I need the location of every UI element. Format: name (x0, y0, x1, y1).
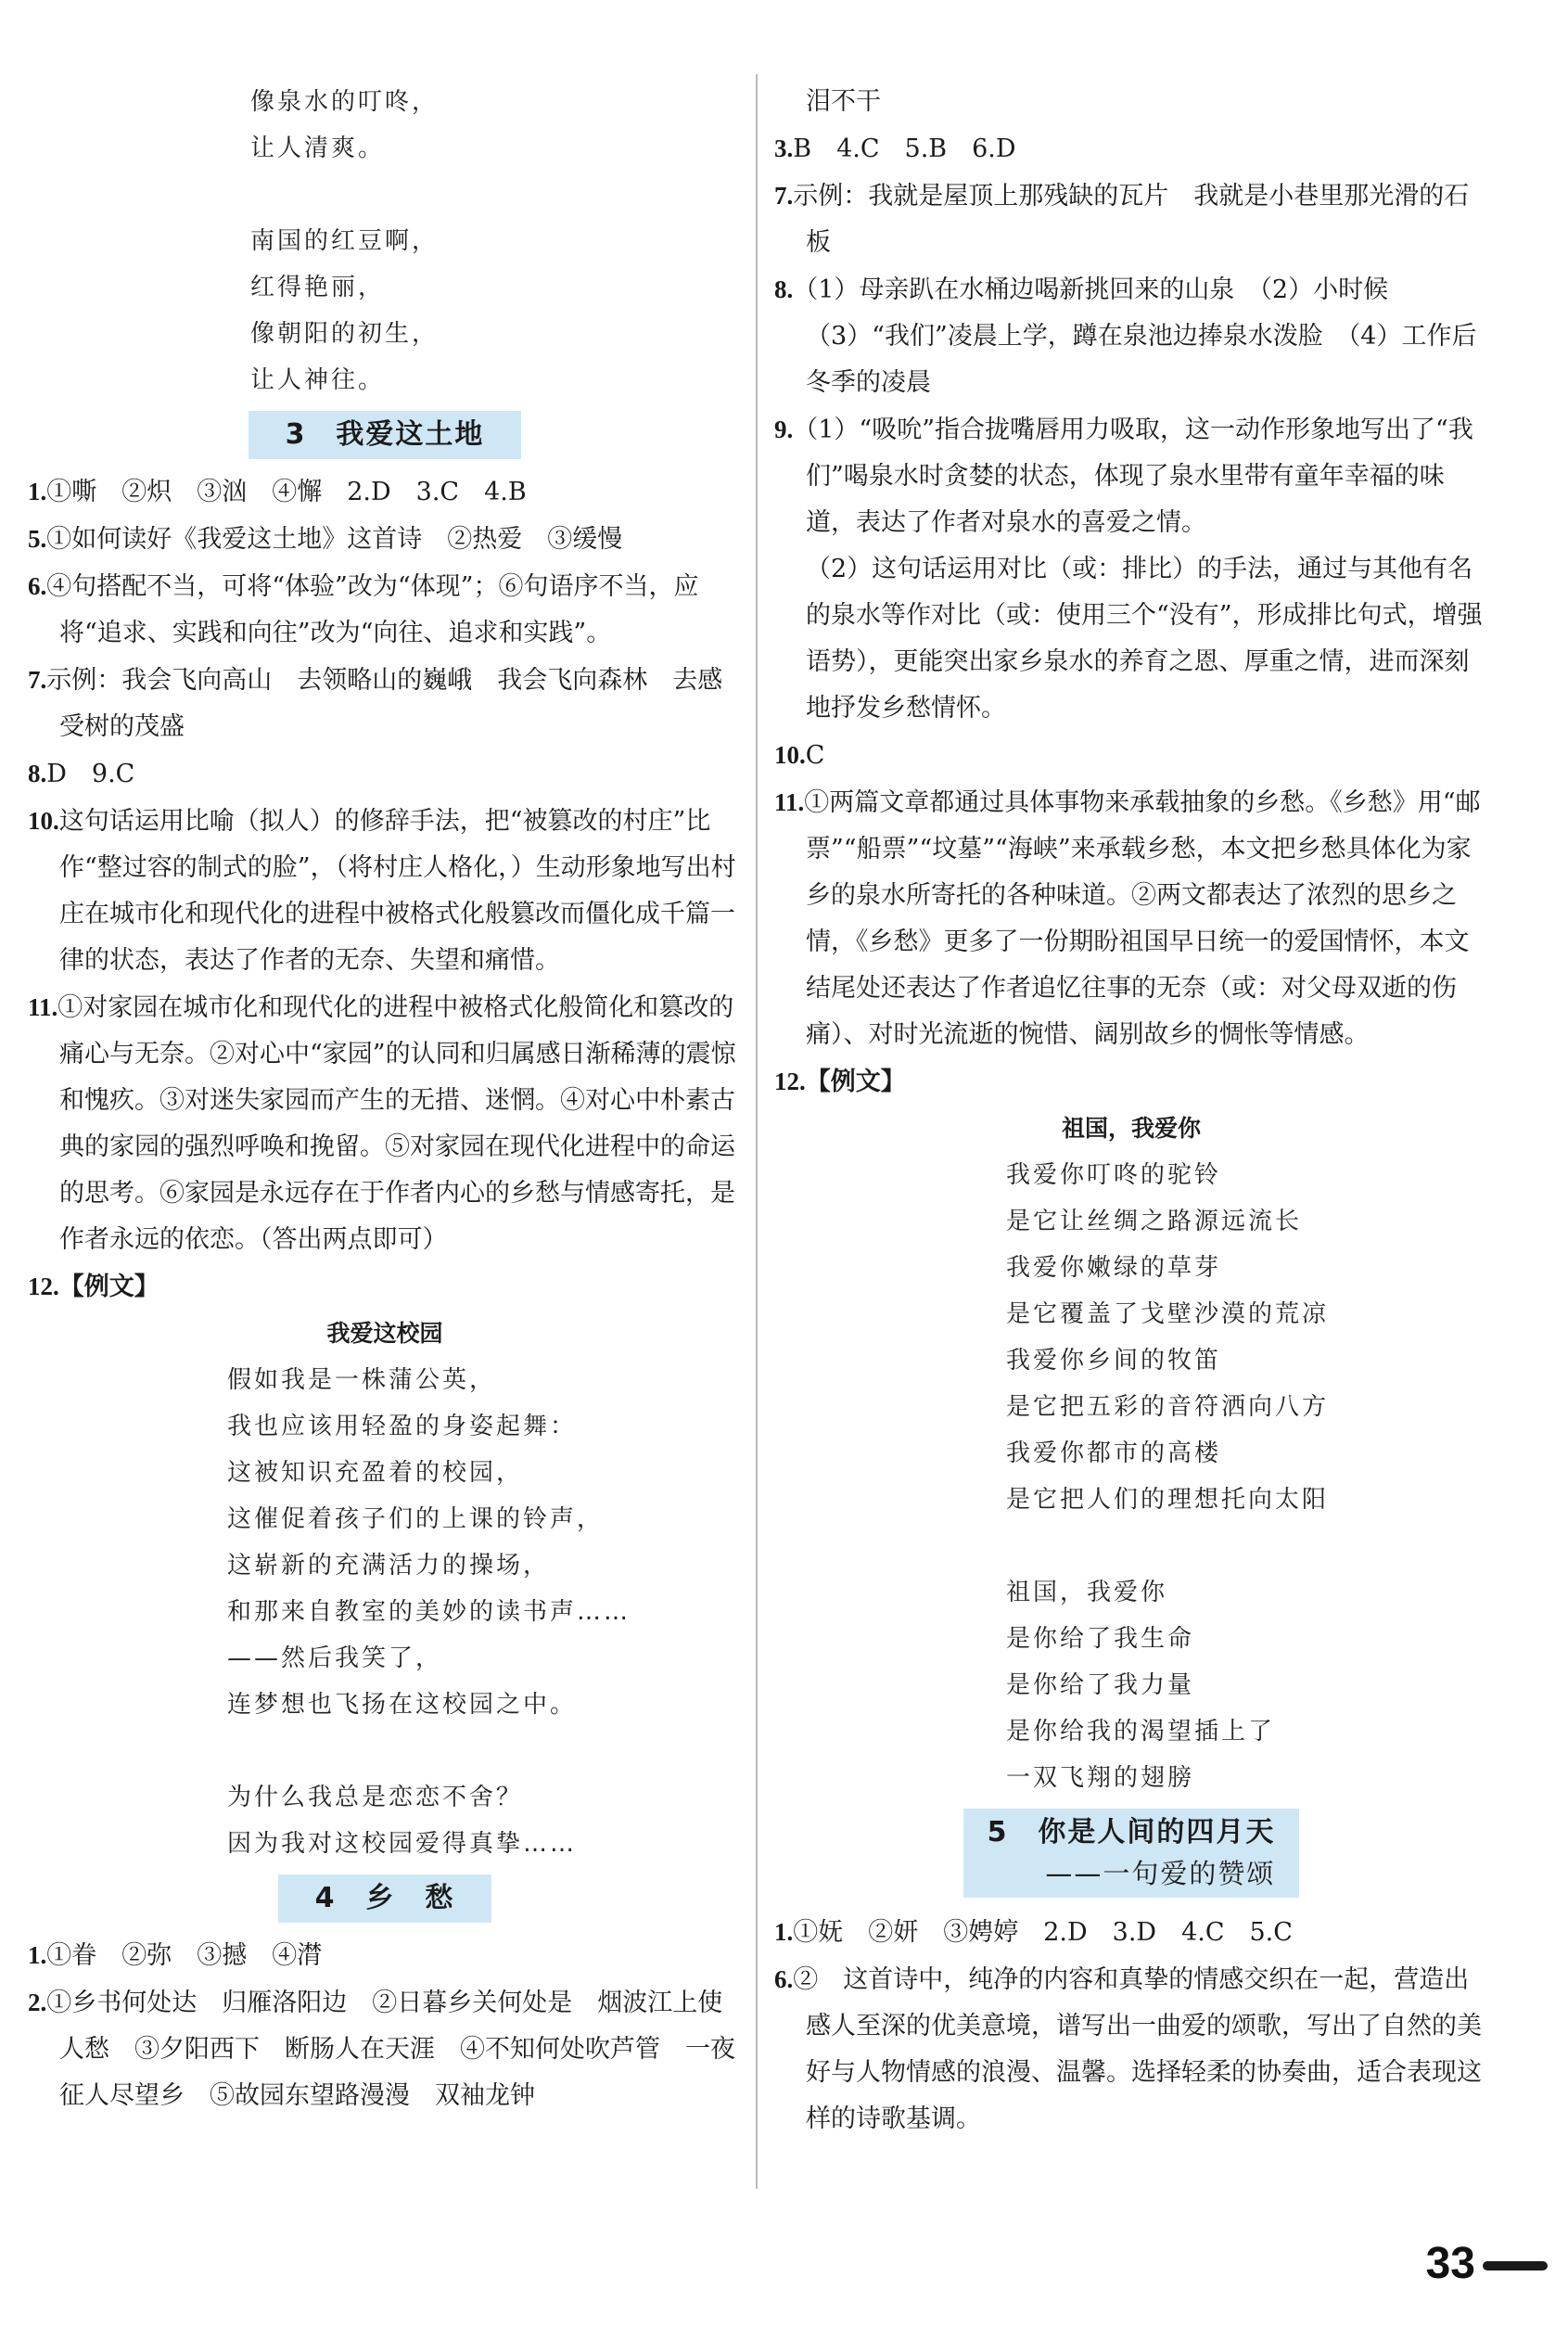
poem-line: 像朝阳的初生， (250, 320, 440, 348)
poem-line: 红得艳丽， (250, 274, 386, 301)
answer-text: （2）这句话运用对比（或：排比）的手法，通过与其他有名的泉水等作对比（或：使用三个“没有”，形成排比句式，增强语势），更能突出家乡泉水的养育之恩、厚重之情，进而深刻地抒发乡愁情怀。 (806, 555, 1483, 723)
answer-item (774, 1956, 1488, 2143)
page-number-bar (1483, 2261, 1548, 2270)
poem-line: 祖国，我爱你 (1006, 1579, 1168, 1606)
answer-text: ①妩 ②妍 ③娉婷 2.D 3.D 4.C 5.C (793, 1918, 1293, 1947)
answer-text: ④句搭配不当，可将“体验”改为“体现”；⑥句语序不当，应将“追求、实践和向往”改为“向往、追求和实践”。 (46, 572, 699, 647)
poem-line: 我爱你乡间的牧笛 (1006, 1347, 1222, 1375)
answer-text: 这句话运用比喻（拟人）的修辞手法，把“被篡改的村庄”比作“整过容的制式的脸”，（将村庄人格化，）生动形象地写出村庄在城市化和现代化的进程中被格式化般篡改而僵化成千篇一律的状态，表达了作者的无奈、失望和痛惜。 (58, 807, 736, 975)
answer-number: 8. (28, 760, 47, 787)
poem-line (250, 172, 742, 218)
answer-number: 1. (28, 1941, 47, 1969)
lesson-subtitle: ——一句爱的赞颂 (1045, 1858, 1276, 1889)
top-poem (250, 79, 742, 403)
poem-line: 这催促着孩子们的上课的铃声， (227, 1505, 605, 1533)
poem-line: 连梦想也飞扬在这校园之中。 (227, 1691, 578, 1719)
poem-line: 我爱你都市的高楼 (1006, 1439, 1222, 1467)
answer-number: 2. (28, 1989, 47, 2016)
answer-number: 12. (774, 1068, 806, 1095)
column-divider (756, 74, 758, 2189)
poem-line: 我爱你叮咚的驼铃 (1006, 1161, 1222, 1189)
answer-text: ①两篇文章都通过具体事物来承载抽象的乡愁。《乡愁》用“邮票”“船票”“坟墓”“海峡”来承载乡愁，本文把乡愁具体化为家乡的泉水所寄托的各种味道。②两文都表达了浓烈的思乡之情，《乡愁》更多了一份期盼祖国早日统一的爱国情怀，本文结尾处还表达了作者追忆往事的无奈（或：对父母双逝的伤痛）、对时光流逝的惋惜、阔别故乡的惆怅等情感。 (804, 788, 1481, 1049)
answer-item (774, 546, 1488, 732)
poem-line (1006, 1523, 1488, 1569)
answer-item (774, 732, 1488, 779)
poem-line: ——然后我笑了， (227, 1644, 443, 1672)
answer-number: 10. (774, 741, 806, 769)
essay-poem (227, 1357, 742, 1867)
answer-item (774, 125, 1488, 173)
answer-item (28, 1932, 742, 1979)
answer-item (28, 516, 742, 563)
answer-number: 12. (28, 1273, 59, 1300)
answer-number: 6. (28, 572, 47, 600)
poem-line: 南国的红豆啊， (250, 227, 440, 255)
answer-item (28, 798, 742, 984)
answer-text: 【例文】 (58, 1273, 159, 1301)
poem-line: 我也应该用轻盈的身姿起舞： (227, 1413, 578, 1440)
essay-title: 我爱这校园 (326, 1320, 443, 1347)
poem-line: 让人清爽。 (250, 134, 386, 162)
answer-number: 11. (28, 993, 58, 1021)
right-column (774, 0, 1488, 2143)
answer-item (28, 1979, 742, 2119)
answer-item (28, 657, 742, 750)
poem-line: 假如我是一株蒲公英， (227, 1366, 497, 1394)
answer-item (774, 173, 1488, 266)
answer-item (774, 266, 1488, 406)
answer-number: 1. (28, 478, 47, 505)
poem-line: 是你给了我生命 (1006, 1625, 1195, 1653)
answer-item (774, 406, 1488, 546)
answer-text: ①如何读好《我爱这土地》这首诗 ②热爱 ③缓慢 (46, 525, 623, 554)
poem-line: 和那来自教室的美妙的读书声…… (227, 1598, 631, 1626)
lesson4-heading (28, 1867, 742, 1932)
answer-text: ①嘶 ②炽 ③汹 ④懈 2.D 3.C 4.B (46, 478, 527, 506)
lesson5-heading (774, 1809, 1488, 1898)
lesson-title: 3 我爱这土地 (249, 411, 522, 459)
answer-number: 8. (774, 275, 794, 303)
poem-line: 我爱你嫩绿的草芽 (1006, 1254, 1222, 1282)
essay-title: 祖国，我爱你 (1061, 1115, 1201, 1142)
answer-text: ② 这首诗中，纯净的内容和真挚的情感交织在一起，营造出感人至深的优美意境，谱写出一曲爱的颂歌，写出了自然的美好与人物情感的浪漫、温馨。选择轻柔的协奏曲，适合表现这样的诗歌基调。 (793, 1965, 1482, 2133)
lesson-title: 5 你是人间的四月天 (987, 1816, 1276, 1848)
answer-text: （1）“吸吮”指合拢嘴唇用力吸取，这一动作形象地写出了“我们”喝泉水时贪婪的状态，体现了泉水里带有童年幸福的味道，表达了作者对泉水的喜爱之情。 (793, 416, 1473, 537)
answer-item (28, 750, 742, 798)
essay-poem (1006, 1152, 1488, 1801)
answer-text: ①乡书何处达 归雁洛阳边 ②日暮乡关何处是 烟波江上使人愁 ③夕阳西下 断肠人在天涯 ④不知何处吹芦管 一夜征人尽望乡 ⑤故园东望路漫漫 双袖龙钟 (46, 1989, 735, 2110)
answer-text: D 9.C (46, 760, 135, 788)
poem-line (227, 1728, 742, 1774)
answer-number: 1. (774, 1918, 794, 1946)
answer-text: B 4.C 5.B 6.D (793, 134, 1016, 163)
poem-line: 这被知识充盈着的校园， (227, 1459, 524, 1487)
left-column (28, 0, 742, 2119)
poem-line: 是它把五彩的音符洒向八方 (1006, 1393, 1330, 1421)
answer-text: ①对家园在城市化和现代化的进程中被格式化般简化和篡改的痛心与无奈。②对心中“家园”的认同和归属感日渐稀薄的震惊和愧疚。③对迷失家园而产生的无措、迷惘。④对心中朴素古典的家园的强烈呼唤和挽留。⑤对家园在现代化进程中的命运的思考。⑥家园是永远存在于作者内心的乡愁与情感寄托，是作者永远的依恋。（答出两点即可） (57, 993, 736, 1254)
answer-item (28, 563, 742, 657)
answer-number: 6. (774, 1965, 794, 1993)
poem-line: 一双飞翔的翅膀 (1006, 1764, 1195, 1792)
lesson3-heading (28, 403, 742, 468)
answer-item (774, 1909, 1488, 1956)
answer-number: 10. (28, 807, 59, 835)
answer-number: 5. (28, 525, 47, 553)
answer-number: 9. (774, 416, 794, 443)
answer-number: 11. (774, 788, 805, 816)
answer-text: 【例文】 (805, 1068, 906, 1096)
poem-line: 像泉水的叮咚， (250, 88, 440, 116)
answer-text: （1）母亲趴在水桶边喝新挑回来的山泉 （2）小时候 （3）“我们”凌晨上学，蹲在泉池边捧泉水泼脸 （4）工作后冬季的凌晨 (793, 275, 1477, 397)
answer-item (28, 468, 742, 516)
answer-number: 7. (28, 666, 47, 694)
answer-text: 示例：我会飞向高山 去领略山的巍峨 我会飞向森林 去感受树的茂盛 (46, 666, 723, 741)
answer-text: ①眷 ②弥 ③撼 ④潸 (46, 1941, 323, 1970)
answer-text: C (805, 741, 825, 770)
answer-item (774, 1058, 1488, 1106)
lesson-title-box (963, 1809, 1300, 1898)
answer-item (774, 779, 1488, 1058)
lesson-title: 4 乡 愁 (278, 1874, 492, 1923)
answer-number: 7. (774, 182, 794, 210)
answer-text: 示例：我就是屋顶上那残缺的瓦片 我就是小巷里那光滑的石板 (793, 182, 1470, 257)
continued-line: 泪不干 (806, 87, 881, 116)
answer-number: 3. (774, 134, 794, 162)
page-number: 33 (1425, 2239, 1475, 2288)
answer-item (28, 984, 742, 1263)
answer-item (28, 1263, 742, 1311)
poem-line: 是它覆盖了戈壁沙漠的荒凉 (1006, 1300, 1330, 1328)
poem-line: 是你给我的渴望插上了 (1006, 1718, 1276, 1746)
poem-line: 是它让丝绸之路源远流长 (1006, 1208, 1303, 1235)
poem-line: 因为我对这校园爱得真挚…… (227, 1830, 578, 1858)
poem-line: 为什么我总是恋恋不舍？ (227, 1784, 524, 1811)
poem-line: 让人神往。 (250, 366, 386, 394)
poem-line: 这崭新的充满活力的操场， (227, 1552, 551, 1580)
poem-line: 是你给了我力量 (1006, 1671, 1195, 1699)
poem-line: 是它把人们的理想托向太阳 (1006, 1486, 1330, 1514)
